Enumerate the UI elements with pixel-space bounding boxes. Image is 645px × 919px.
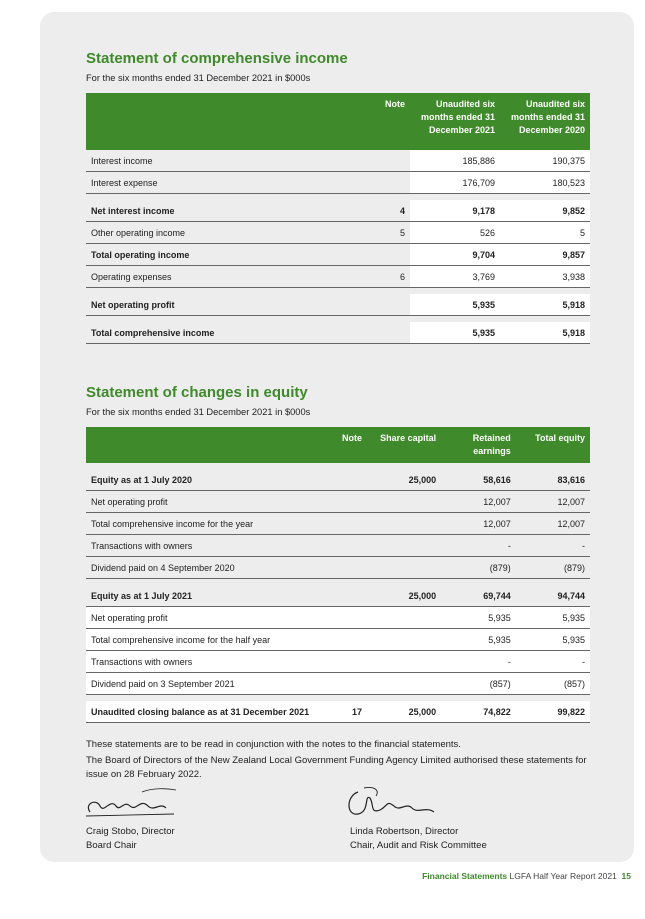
income-row-2021: 9,704 bbox=[410, 244, 500, 266]
signature-left-role: Board Chair bbox=[86, 840, 137, 851]
equity-row-retained: 5,935 bbox=[441, 607, 516, 629]
income-row-2021: 526 bbox=[410, 222, 500, 244]
income-row-2021: 3,769 bbox=[410, 266, 500, 288]
equity-row-note bbox=[318, 607, 367, 629]
equity-row-label: Dividend paid on 4 September 2020 bbox=[86, 557, 318, 579]
equity-row-share-capital: 25,000 bbox=[367, 701, 441, 723]
income-row-2020: 3,938 bbox=[500, 266, 590, 288]
income-row-2020: 190,375 bbox=[500, 150, 590, 172]
footer-page-number: 15 bbox=[621, 871, 631, 881]
equity-header-retained: Retained earnings bbox=[441, 427, 516, 463]
notes-line-1: These statements are to be read in conjunction with the notes to the financial statements. bbox=[86, 739, 461, 750]
equity-row-total: 99,822 bbox=[516, 701, 590, 723]
income-subtitle: For the six months ended 31 December 2021 in $000s bbox=[86, 73, 311, 83]
equity-row-total: 5,935 bbox=[516, 629, 590, 651]
page-footer bbox=[422, 871, 631, 881]
equity-row-share-capital bbox=[367, 651, 441, 673]
income-row-label: Operating expenses bbox=[86, 266, 358, 288]
equity-row-total: 5,935 bbox=[516, 607, 590, 629]
signature-right-image bbox=[340, 784, 450, 828]
equity-row-label: Transactions with owners bbox=[86, 535, 318, 557]
income-row-2020: 5,918 bbox=[500, 294, 590, 316]
income-row-2021: 5,935 bbox=[410, 322, 500, 344]
income-row-label: Total comprehensive income bbox=[86, 322, 358, 344]
income-row bbox=[86, 294, 590, 316]
income-header-2021: Unaudited six months ended 31 December 2021 bbox=[410, 93, 500, 150]
signature-left-image bbox=[82, 784, 182, 828]
footer-section: Financial Statements bbox=[422, 871, 508, 881]
equity-row-note bbox=[318, 491, 367, 513]
equity-row-total: 12,007 bbox=[516, 491, 590, 513]
equity-row-retained: 5,935 bbox=[441, 629, 516, 651]
equity-row-note bbox=[318, 469, 367, 491]
equity-row-total: 12,007 bbox=[516, 513, 590, 535]
income-row-note bbox=[358, 150, 410, 172]
income-row-label: Interest expense bbox=[86, 172, 358, 194]
equity-row-share-capital: 25,000 bbox=[367, 585, 441, 607]
signature-right-role: Chair, Audit and Risk Committee bbox=[350, 840, 487, 851]
income-row-note: 5 bbox=[358, 222, 410, 244]
statement-card bbox=[40, 12, 634, 862]
income-row-label: Other operating income bbox=[86, 222, 358, 244]
income-row-label: Net operating profit bbox=[86, 294, 358, 316]
equity-row-retained: 69,744 bbox=[441, 585, 516, 607]
equity-row-share-capital: 25,000 bbox=[367, 469, 441, 491]
equity-row-total: - bbox=[516, 651, 590, 673]
income-row-label: Interest income bbox=[86, 150, 358, 172]
signature-left bbox=[86, 825, 175, 853]
equity-row-note bbox=[318, 651, 367, 673]
equity-row-retained: (857) bbox=[441, 673, 516, 695]
income-row bbox=[86, 200, 590, 222]
income-row-label: Total operating income bbox=[86, 244, 358, 266]
income-row-2021: 5,935 bbox=[410, 294, 500, 316]
equity-row bbox=[86, 513, 590, 535]
equity-row-share-capital bbox=[367, 629, 441, 651]
equity-row bbox=[86, 629, 590, 651]
equity-row-label: Total comprehensive income for the year bbox=[86, 513, 318, 535]
income-header-row bbox=[86, 93, 590, 150]
income-row-2020: 5 bbox=[500, 222, 590, 244]
income-table bbox=[86, 93, 590, 344]
income-row-2021: 9,178 bbox=[410, 200, 500, 222]
equity-row-share-capital bbox=[367, 557, 441, 579]
equity-row-note bbox=[318, 535, 367, 557]
equity-row-total: (857) bbox=[516, 673, 590, 695]
equity-row-share-capital bbox=[367, 607, 441, 629]
equity-row-retained: (879) bbox=[441, 557, 516, 579]
equity-row-label: Net operating profit bbox=[86, 491, 318, 513]
income-row-2020: 5,918 bbox=[500, 322, 590, 344]
equity-row-label: Transactions with owners bbox=[86, 651, 318, 673]
income-body bbox=[86, 150, 590, 344]
equity-header-share: Share capital bbox=[367, 427, 441, 463]
equity-subtitle: For the six months ended 31 December 2021 in $000s bbox=[86, 407, 311, 417]
equity-row-label: Equity as at 1 July 2020 bbox=[86, 469, 318, 491]
income-row-2020: 9,852 bbox=[500, 200, 590, 222]
income-header-label bbox=[86, 93, 358, 150]
equity-row-retained: - bbox=[441, 535, 516, 557]
income-title: Statement of comprehensive income bbox=[86, 50, 348, 67]
equity-row-note bbox=[318, 585, 367, 607]
equity-row bbox=[86, 585, 590, 607]
notes-line-2: The Board of Directors of the New Zealand Local Government Funding Agency Limited authorised these statements for issue on 28 February 2022. bbox=[86, 755, 587, 780]
income-row bbox=[86, 172, 590, 194]
equity-row-label: Net operating profit bbox=[86, 607, 318, 629]
equity-header-label bbox=[86, 427, 318, 463]
equity-section bbox=[86, 384, 590, 723]
equity-row-note bbox=[318, 557, 367, 579]
equity-row-note bbox=[318, 673, 367, 695]
equity-row bbox=[86, 673, 590, 695]
equity-row bbox=[86, 535, 590, 557]
signature-right bbox=[350, 825, 487, 853]
equity-row-retained: 12,007 bbox=[441, 513, 516, 535]
equity-row bbox=[86, 469, 590, 491]
equity-row-total: - bbox=[516, 535, 590, 557]
income-header-note: Note bbox=[358, 93, 410, 150]
equity-row bbox=[86, 557, 590, 579]
income-section bbox=[86, 50, 590, 344]
equity-row-label: Dividend paid on 3 September 2021 bbox=[86, 673, 318, 695]
equity-row-share-capital bbox=[367, 535, 441, 557]
signature-right-name: Linda Robertson, Director bbox=[350, 826, 459, 837]
income-row-2021: 185,886 bbox=[410, 150, 500, 172]
equity-header-total: Total equity bbox=[516, 427, 590, 463]
equity-row bbox=[86, 651, 590, 673]
equity-header-row bbox=[86, 427, 590, 463]
income-row-2021: 176,709 bbox=[410, 172, 500, 194]
footer-report: LGFA Half Year Report 2021 bbox=[509, 871, 617, 881]
equity-row-retained: 58,616 bbox=[441, 469, 516, 491]
income-row bbox=[86, 244, 590, 266]
equity-row-note bbox=[318, 629, 367, 651]
equity-body bbox=[86, 463, 590, 723]
equity-row-note bbox=[318, 513, 367, 535]
equity-row-retained: 12,007 bbox=[441, 491, 516, 513]
equity-row-label: Total comprehensive income for the half year bbox=[86, 629, 318, 651]
equity-row-share-capital bbox=[367, 673, 441, 695]
income-row-2020: 9,857 bbox=[500, 244, 590, 266]
signature-left-name: Craig Stobo, Director bbox=[86, 826, 175, 837]
equity-row bbox=[86, 607, 590, 629]
equity-row-retained: - bbox=[441, 651, 516, 673]
income-row-label: Net interest income bbox=[86, 200, 358, 222]
equity-row-total: 94,744 bbox=[516, 585, 590, 607]
income-row-note bbox=[358, 172, 410, 194]
income-row-note: 6 bbox=[358, 266, 410, 288]
income-row-note bbox=[358, 244, 410, 266]
equity-table bbox=[86, 427, 590, 723]
equity-row-share-capital bbox=[367, 513, 441, 535]
equity-row-note: 17 bbox=[318, 701, 367, 723]
equity-row bbox=[86, 701, 590, 723]
equity-row-total: (879) bbox=[516, 557, 590, 579]
equity-row-share-capital bbox=[367, 491, 441, 513]
income-row-note bbox=[358, 294, 410, 316]
income-row bbox=[86, 150, 590, 172]
equity-row-label: Unaudited closing balance as at 31 December 2021 bbox=[86, 701, 318, 723]
notes-block bbox=[86, 738, 590, 782]
income-header-2020: Unaudited six months ended 31 December 2020 bbox=[500, 93, 590, 150]
income-row-note: 4 bbox=[358, 200, 410, 222]
income-row-note bbox=[358, 322, 410, 344]
equity-row bbox=[86, 491, 590, 513]
equity-row-label: Equity as at 1 July 2021 bbox=[86, 585, 318, 607]
equity-row-total: 83,616 bbox=[516, 469, 590, 491]
income-row bbox=[86, 322, 590, 344]
income-row-2020: 180,523 bbox=[500, 172, 590, 194]
income-row bbox=[86, 266, 590, 288]
equity-title: Statement of changes in equity bbox=[86, 384, 308, 401]
equity-row-retained: 74,822 bbox=[441, 701, 516, 723]
equity-header-note: Note bbox=[318, 427, 367, 463]
income-row bbox=[86, 222, 590, 244]
